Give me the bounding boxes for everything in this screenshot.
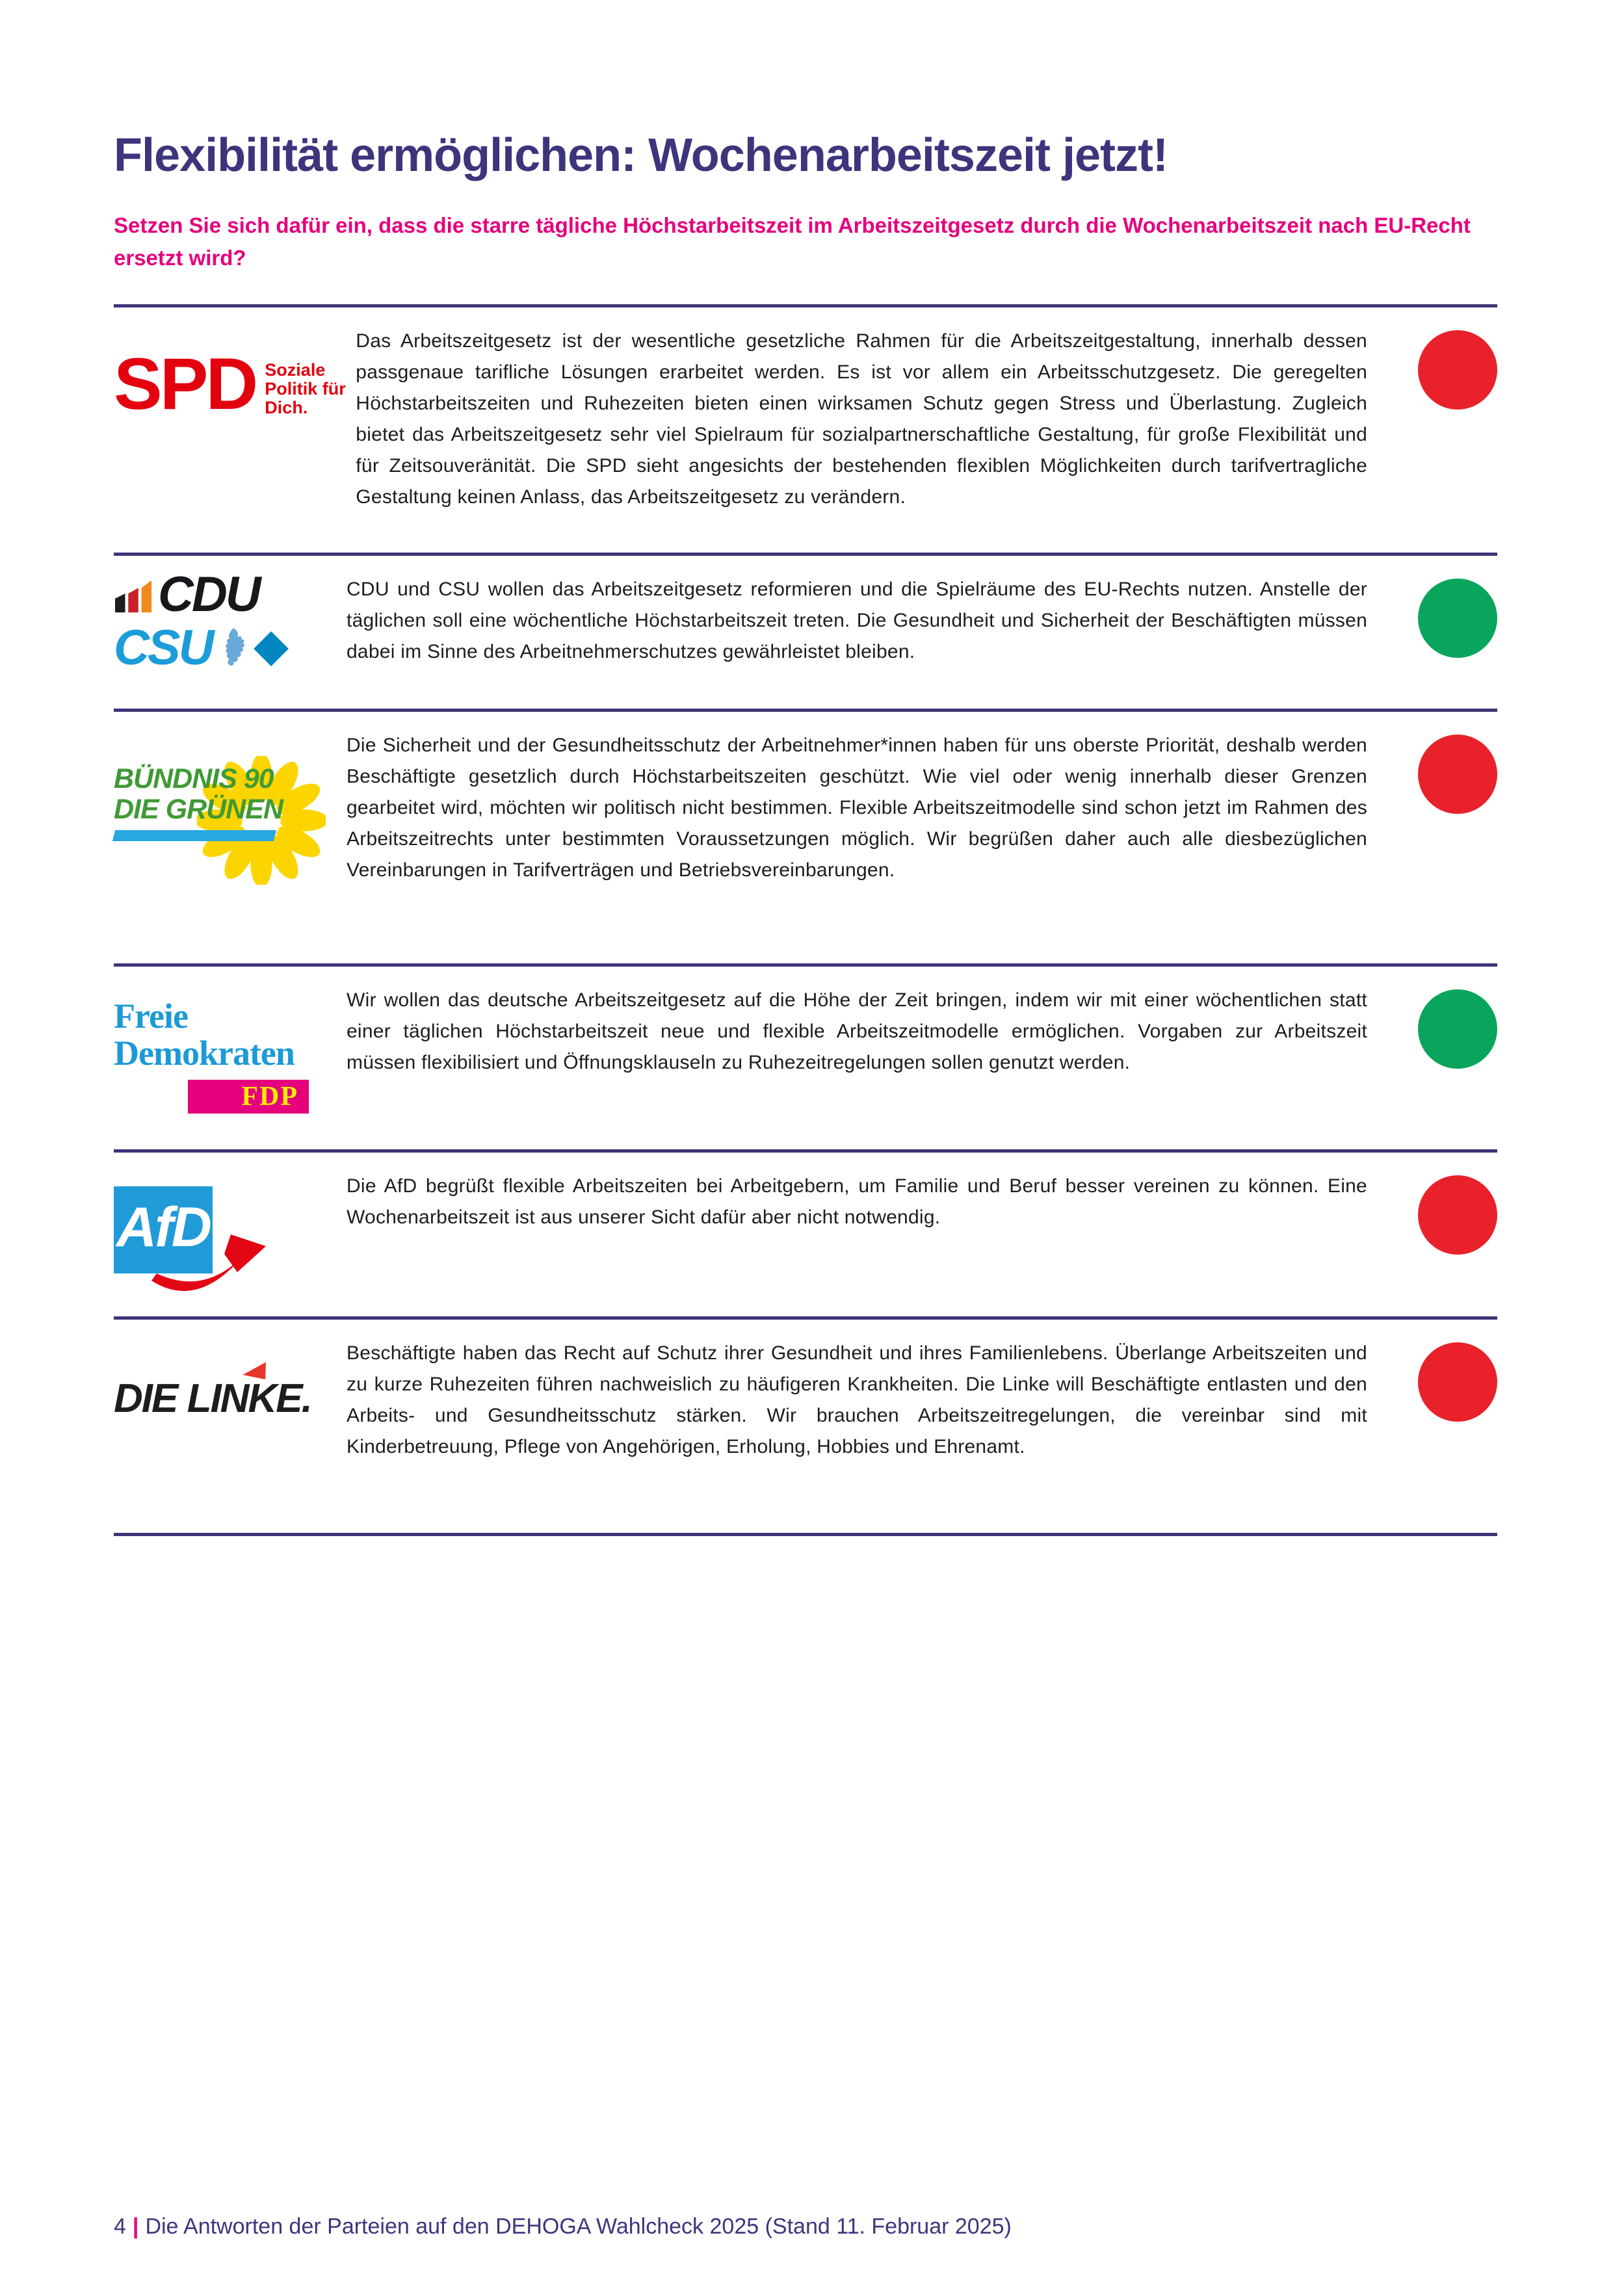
party-answer-text: Beschäftigte haben das Recht auf Schutz ihrer Gesundheit und ihres Familienlebens. Überlange Arbeitszeiten und zu kurze Ruhezeiten führen nachweislich zu häufigeren Krankheiten. Die Linke will Beschäftigte entlasten und den Arbeits- und Gesundheitsschutz stärken. Wir brauchen Arbeitszeitregelungen, die vereinbar sind mit Kinderbetreuung, Pflege von Angehörigen, Erholung, Hobbies und Ehrenamt. bbox=[347, 1342, 1367, 1457]
gruene-wordmark-line1: BÜNDNIS 90 bbox=[114, 763, 274, 794]
fdp-badge-text: FDP bbox=[241, 1082, 298, 1112]
party-answer-text: Das Arbeitszeitgesetz ist der wesentliche gesetzliche Rahmen für die Arbeitszeitgestaltung, innerhalb dessen passgenaue tarifliche Lösungen erarbeitet werden. Es ist vor allem ein Arbeitsschutzgesetz. Die geregelten Höchstarbeitszeiten und Ruhezeiten bieten einen wirksamen Schutz gegen Stress und Überlastung. Zugleich bietet das Arbeitszeitgesetz sehr viel Spielraum für sozialpartnerschaftliche Gestaltung, für große Flexibilität und für Zeitsouveränität. Die SPD sieht angesichts der bestehenden flexiblen Möglichkeiten durch tarifvertragliche Gestaltung keinen Anlass, das Arbeitszeitgesetz zu verändern. bbox=[356, 330, 1367, 508]
verdict-circle-red bbox=[1418, 1342, 1497, 1422]
gruene-logo bbox=[114, 764, 347, 913]
party-answer-text: Die Sicherheit und der Gesundheitsschutz der Arbeitnehmer*innen haben für uns oberste Priorität, deshalb werden Beschäftigte gesetzlich durch Höchstarbeitszeiten geschützt. Wie viel oder wenig innerhalb dieser Grenzen gearbeitet wird, möchten wir politisch nicht bestimmen. Flexible Arbeitszeitmodelle sind schon jetzt im Rahmen des Arbeitszeitrechts unter bestimmten Voraussetzungen möglich. Wir begrüßen daher auch alle diesbezüglichen Vereinbarungen in Tarifverträgen und Betriebsvereinbarungen. bbox=[347, 735, 1367, 881]
blue-underline-bar bbox=[112, 830, 276, 841]
party-logo-cell bbox=[114, 556, 347, 676]
page-title: Flexibilität ermöglichen: Wochenarbeitszeit jetzt! bbox=[114, 129, 1168, 182]
fdp-wordmark-line2: Demokraten bbox=[114, 1034, 295, 1073]
fdp-badge bbox=[188, 1080, 309, 1114]
csu-wordmark-line bbox=[114, 620, 347, 676]
party-answer-text: Die AfD begrüßt flexible Arbeitszeiten bei Arbeitgebern, um Familie und Beruf besser vereinen zu können. Eine Wochenarbeitszeit ist aus unserer Sicht dafür aber nicht notwendig. bbox=[347, 1175, 1367, 1228]
diamond-icon bbox=[254, 631, 289, 666]
verdict-cell bbox=[1367, 967, 1497, 1069]
party-logo-cell bbox=[114, 1153, 347, 1316]
afd-wordmark: AfD bbox=[116, 1195, 210, 1259]
cdu-wordmark: CDU bbox=[158, 567, 259, 622]
bar-chart-icon bbox=[114, 576, 154, 617]
afd-logo bbox=[114, 1186, 283, 1316]
lion-icon bbox=[212, 627, 247, 670]
linke-logo bbox=[114, 1376, 328, 1422]
table-row-fdp bbox=[114, 963, 1497, 1149]
page-number: 4 bbox=[114, 2214, 126, 2239]
verdict-cell bbox=[1367, 307, 1497, 410]
fdp-logo bbox=[114, 998, 309, 1114]
cdu-wordmark-line bbox=[114, 567, 347, 622]
table-row-afd bbox=[114, 1149, 1497, 1316]
party-logo-cell bbox=[114, 1320, 347, 1422]
answers-table bbox=[114, 304, 1497, 1536]
survey-question: Setzen Sie sich dafür ein, dass die starre tägliche Höchstarbeitszeit im Arbeitszeitgesetz durch die Wochenarbeitszeit nach EU-Recht ersetzt wird? bbox=[114, 213, 1471, 270]
cdu-csu-logo bbox=[114, 567, 347, 676]
footer-separator: | bbox=[132, 2214, 139, 2239]
spd-logo bbox=[114, 343, 356, 424]
verdict-cell bbox=[1367, 712, 1497, 814]
verdict-cell bbox=[1367, 556, 1497, 658]
gruene-wordmark-line2: DIE GRÜNEN bbox=[114, 794, 283, 825]
table-row-cdu-csu bbox=[114, 553, 1497, 709]
spd-claim-text: Soziale Politik für Dich. bbox=[265, 360, 346, 417]
table-row-spd bbox=[114, 304, 1497, 553]
verdict-circle-green bbox=[1418, 579, 1497, 658]
party-logo-cell bbox=[114, 967, 347, 1114]
party-logo-cell bbox=[114, 307, 356, 424]
verdict-circle-red bbox=[1418, 1175, 1497, 1255]
footer-text: Die Antworten der Parteien auf den DEHOGA Wahlcheck 2025 (Stand 11. Februar 2025) bbox=[145, 2214, 1012, 2239]
verdict-circle-red bbox=[1418, 735, 1497, 814]
linke-wordmark: DIE LINKE. bbox=[114, 1376, 311, 1421]
verdict-cell bbox=[1367, 1153, 1497, 1255]
party-answer-text: Wir wollen das deutsche Arbeitszeitgesetz auf die Höhe der Zeit bringen, indem wir mit einer wöchentlichen statt einer täglichen Höchstarbeitszeit neue und flexible Arbeitszeitmodelle ermöglichen. Vorgaben zur Arbeitszeit müssen flexibilisiert und Öffnungsklauseln zu Ruhezeitregelungen sollen genutzt werden. bbox=[347, 989, 1367, 1073]
page-footer bbox=[114, 2214, 1012, 2239]
fdp-wordmark-line1: Freie bbox=[114, 997, 188, 1036]
verdict-circle-red bbox=[1418, 330, 1497, 410]
verdict-cell bbox=[1367, 1320, 1497, 1422]
arrow-swoosh-icon bbox=[138, 1219, 269, 1313]
gruene-wordmark bbox=[114, 764, 347, 841]
party-answer-text: CDU und CSU wollen das Arbeitszeitgesetz reformieren und die Spielräume des EU-Rechts nutzen. Anstelle der täglichen soll eine wöchentliche Höchstarbeitszeit treten. Die Gesundheit und Sicherheit der Beschäftigten müssen dabei im Sinne des Arbeitnehmerschutzes gewährleistet bleiben. bbox=[347, 579, 1367, 662]
table-row-gruene bbox=[114, 709, 1497, 963]
table-row-linke bbox=[114, 1316, 1497, 1536]
spd-wordmark: SPD bbox=[114, 343, 256, 424]
csu-wordmark: CSU bbox=[114, 620, 213, 676]
party-logo-cell bbox=[114, 712, 347, 913]
verdict-circle-green bbox=[1418, 989, 1497, 1069]
